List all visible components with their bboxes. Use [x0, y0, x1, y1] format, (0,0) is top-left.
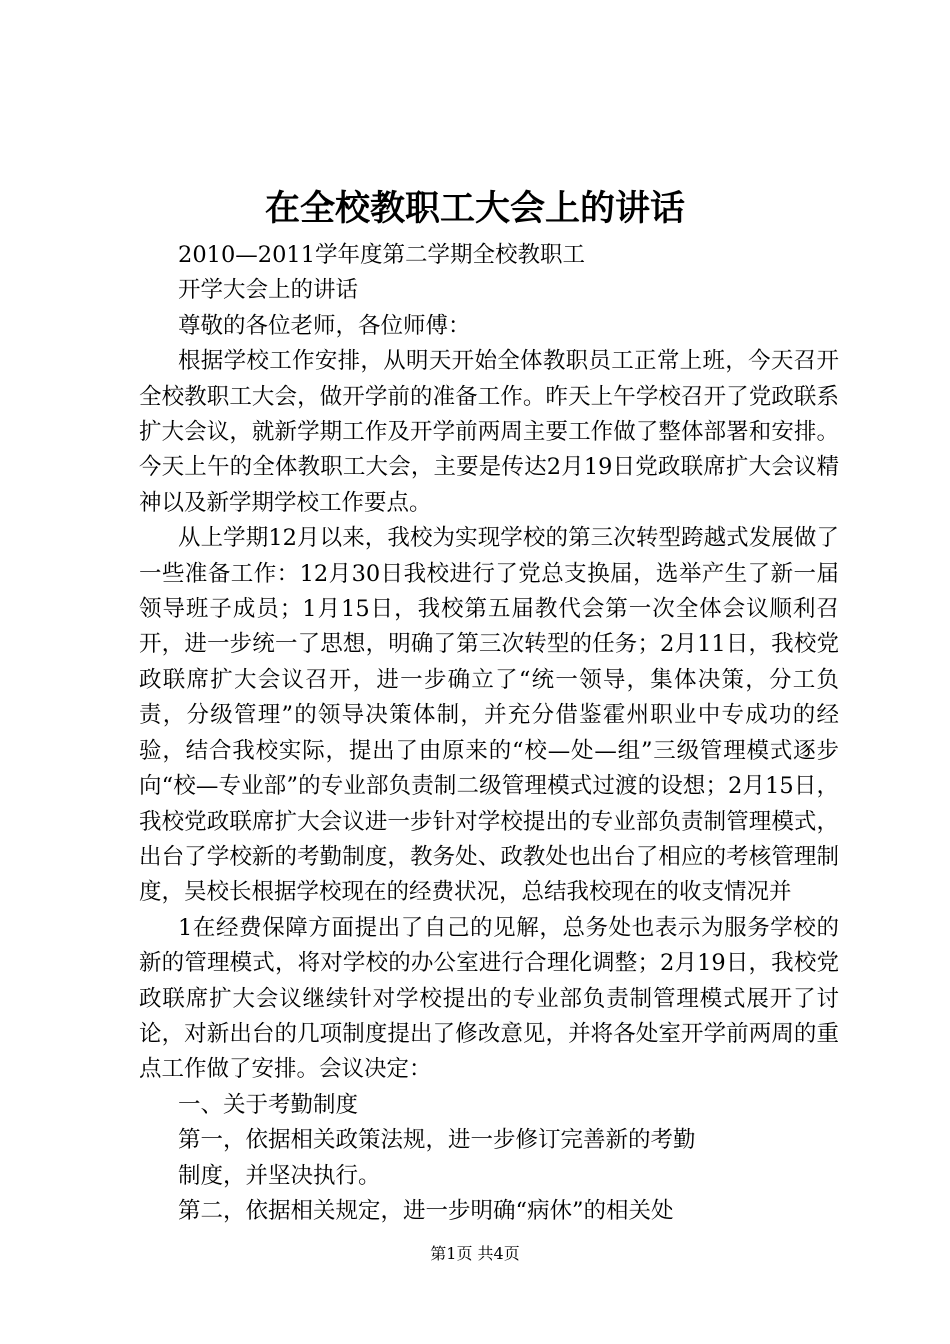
section-heading: 一、关于考勤制度 [178, 1091, 359, 1118]
paragraph-3: 1在经费保障方面提出了自己的见解，总务处也表示为服务学校的新的管理模式，将对学校的办公室进行合理化调整；2月19日，我校党政联席扩大会议继续针对学校提出的专业部负责制管理模式展开了讨论，对新出台的几项制度提出了修改意见，并将各处室开学前两周的重点工作做了安排。会议决定： [139, 914, 839, 1083]
item-1-line-1: 第一，依据相关政策法规，进一步修订完善新的考勤 [178, 1127, 696, 1154]
page-footer: 第1页 共4页 [430, 1244, 520, 1263]
item-1-line-2: 制度，并坚决执行。 [178, 1162, 381, 1189]
paragraph-1: 根据学校工作安排，从明天开始全体教职员工正常上班，今天召开全校教职工大会，做开学前的准备工作。昨天上午学校召开了党政联系扩大会议，就新学期工作及开学前两周主要工作做了整体部署和安排。今天上午的全体教职工大会，主要是传达2月19日党政联席扩大会议精神以及新学期学校工作要点。 [139, 348, 839, 516]
subtitle-line-1: 2010—2011学年度第二学期全校教职工 [178, 242, 586, 268]
greeting: 尊敬的各位老师，各位师傅： [178, 312, 471, 339]
document-title: 在全校教职工大会上的讲话 [264, 188, 685, 229]
paragraph-2: 从上学期12月以来，我校为实现学校的第三次转型跨越式发展做了一些准备工作：12月30日我校进行了党总支换届，选举产生了新一届领导班子成员；1月15日，我校第五届教代会第一次全体会议顺利召开，进一步统一了思想，明确了第三次转型的任务；2月11日，我校党政联席扩大会议召开，进一步确立了“统一领导，集体决策，分工负责，分级管理”的领导决策体制，并充分借鉴霍州职业中专成功的经验，结合我校实际，提出了由原来的“校—处—组”三级管理模式逐步向“校—专业部”的专业部负责制二级管理模式过渡的设想；2月15日，我校党政联席扩大会议进一步针对学校提出的专业部负责制管理模式，出台了学校新的考勤制度，教务处、政教处也出台了相应的考核管理制度，吴校长根据学校现在的经费状况，总结我校现在的收支情况并 [139, 525, 839, 906]
item-2-line-1: 第二，依据相关规定，进一步明确“病休”的相关处 [178, 1197, 674, 1224]
subtitle-line-2: 开学大会上的讲话 [178, 277, 359, 304]
document-body [139, 238, 839, 1229]
